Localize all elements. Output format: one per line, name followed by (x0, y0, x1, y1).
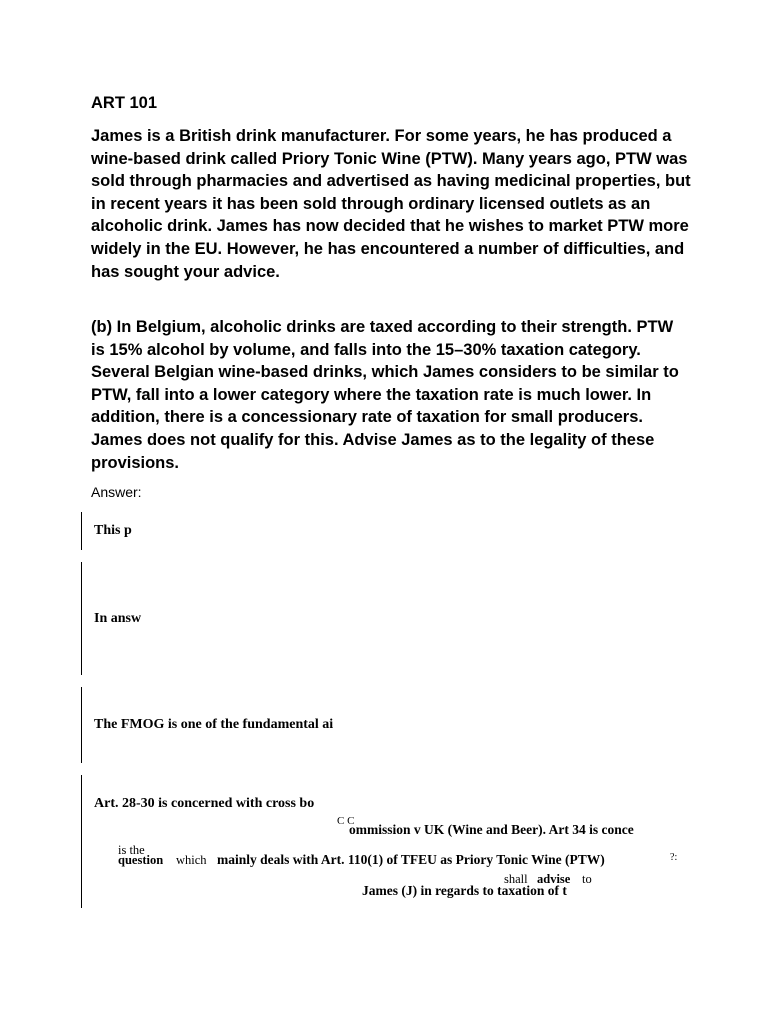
answer-block-2-text: In answ (94, 611, 142, 626)
fragment-which: which (176, 853, 207, 867)
fragment-commission: ommission v UK (Wine and Beer). Art 34 is conce (349, 822, 634, 837)
answer-block-2 (81, 562, 143, 675)
fragment-cc: C C (337, 815, 355, 827)
question-paragraph: (b) In Belgium, alcoholic drinks are taxed according to their strength. PTW is 15% alcohol by volume, and falls into the 15–30% taxation category. Several Belgian wine-based drinks, which James considers to be similar to PTW, fall into a lower category where the taxation rate is much lower. In addition, there is a concessionary rate of taxation for small producers. James does not qualify for this. Advise James as to the legality of these provisions. (91, 318, 679, 472)
scenario-paragraph: James is a British drink manufacturer. For some years, he has produced a wine-based drink called Priory Tonic Wine (PTW). Many years ago, PTW was sold through pharmacies and advertised as having medicinal properties, but in recent years it has been sold through ordinary licensed outlets as an alcoholic drink. James has now decided that he wishes to market PTW more widely in the EU. However, he has encountered a number of difficulties, and has sought your advice. (91, 127, 691, 281)
answer-block-1 (81, 512, 138, 550)
answer-block-4-line-1: Art. 28-30 is concerned with cross bo (94, 796, 315, 811)
fragment-is-the: is the (118, 843, 145, 857)
page-heading: ART 101 (91, 94, 158, 112)
fragment-shall: shall (504, 872, 528, 886)
fragment-question: question (118, 853, 164, 867)
answer-block-3-text: The FMOG is one of the fundamental ai (94, 717, 334, 732)
fragment-mainly: mainly deals with Art. 110(1) of TFEU as Priory Tonic Wine (PTW) (217, 852, 605, 867)
answer-block-1-text: This p (94, 523, 132, 538)
answer-label: Answer: (91, 484, 142, 500)
fragment-advise: advise (537, 872, 571, 886)
fragment-mark: ?: (670, 852, 678, 863)
fragment-james: James (J) in regards to taxation of t (362, 883, 567, 898)
answer-block-3 (81, 687, 354, 763)
fragment-to: to (582, 872, 592, 886)
answer-block-4 (81, 775, 682, 908)
